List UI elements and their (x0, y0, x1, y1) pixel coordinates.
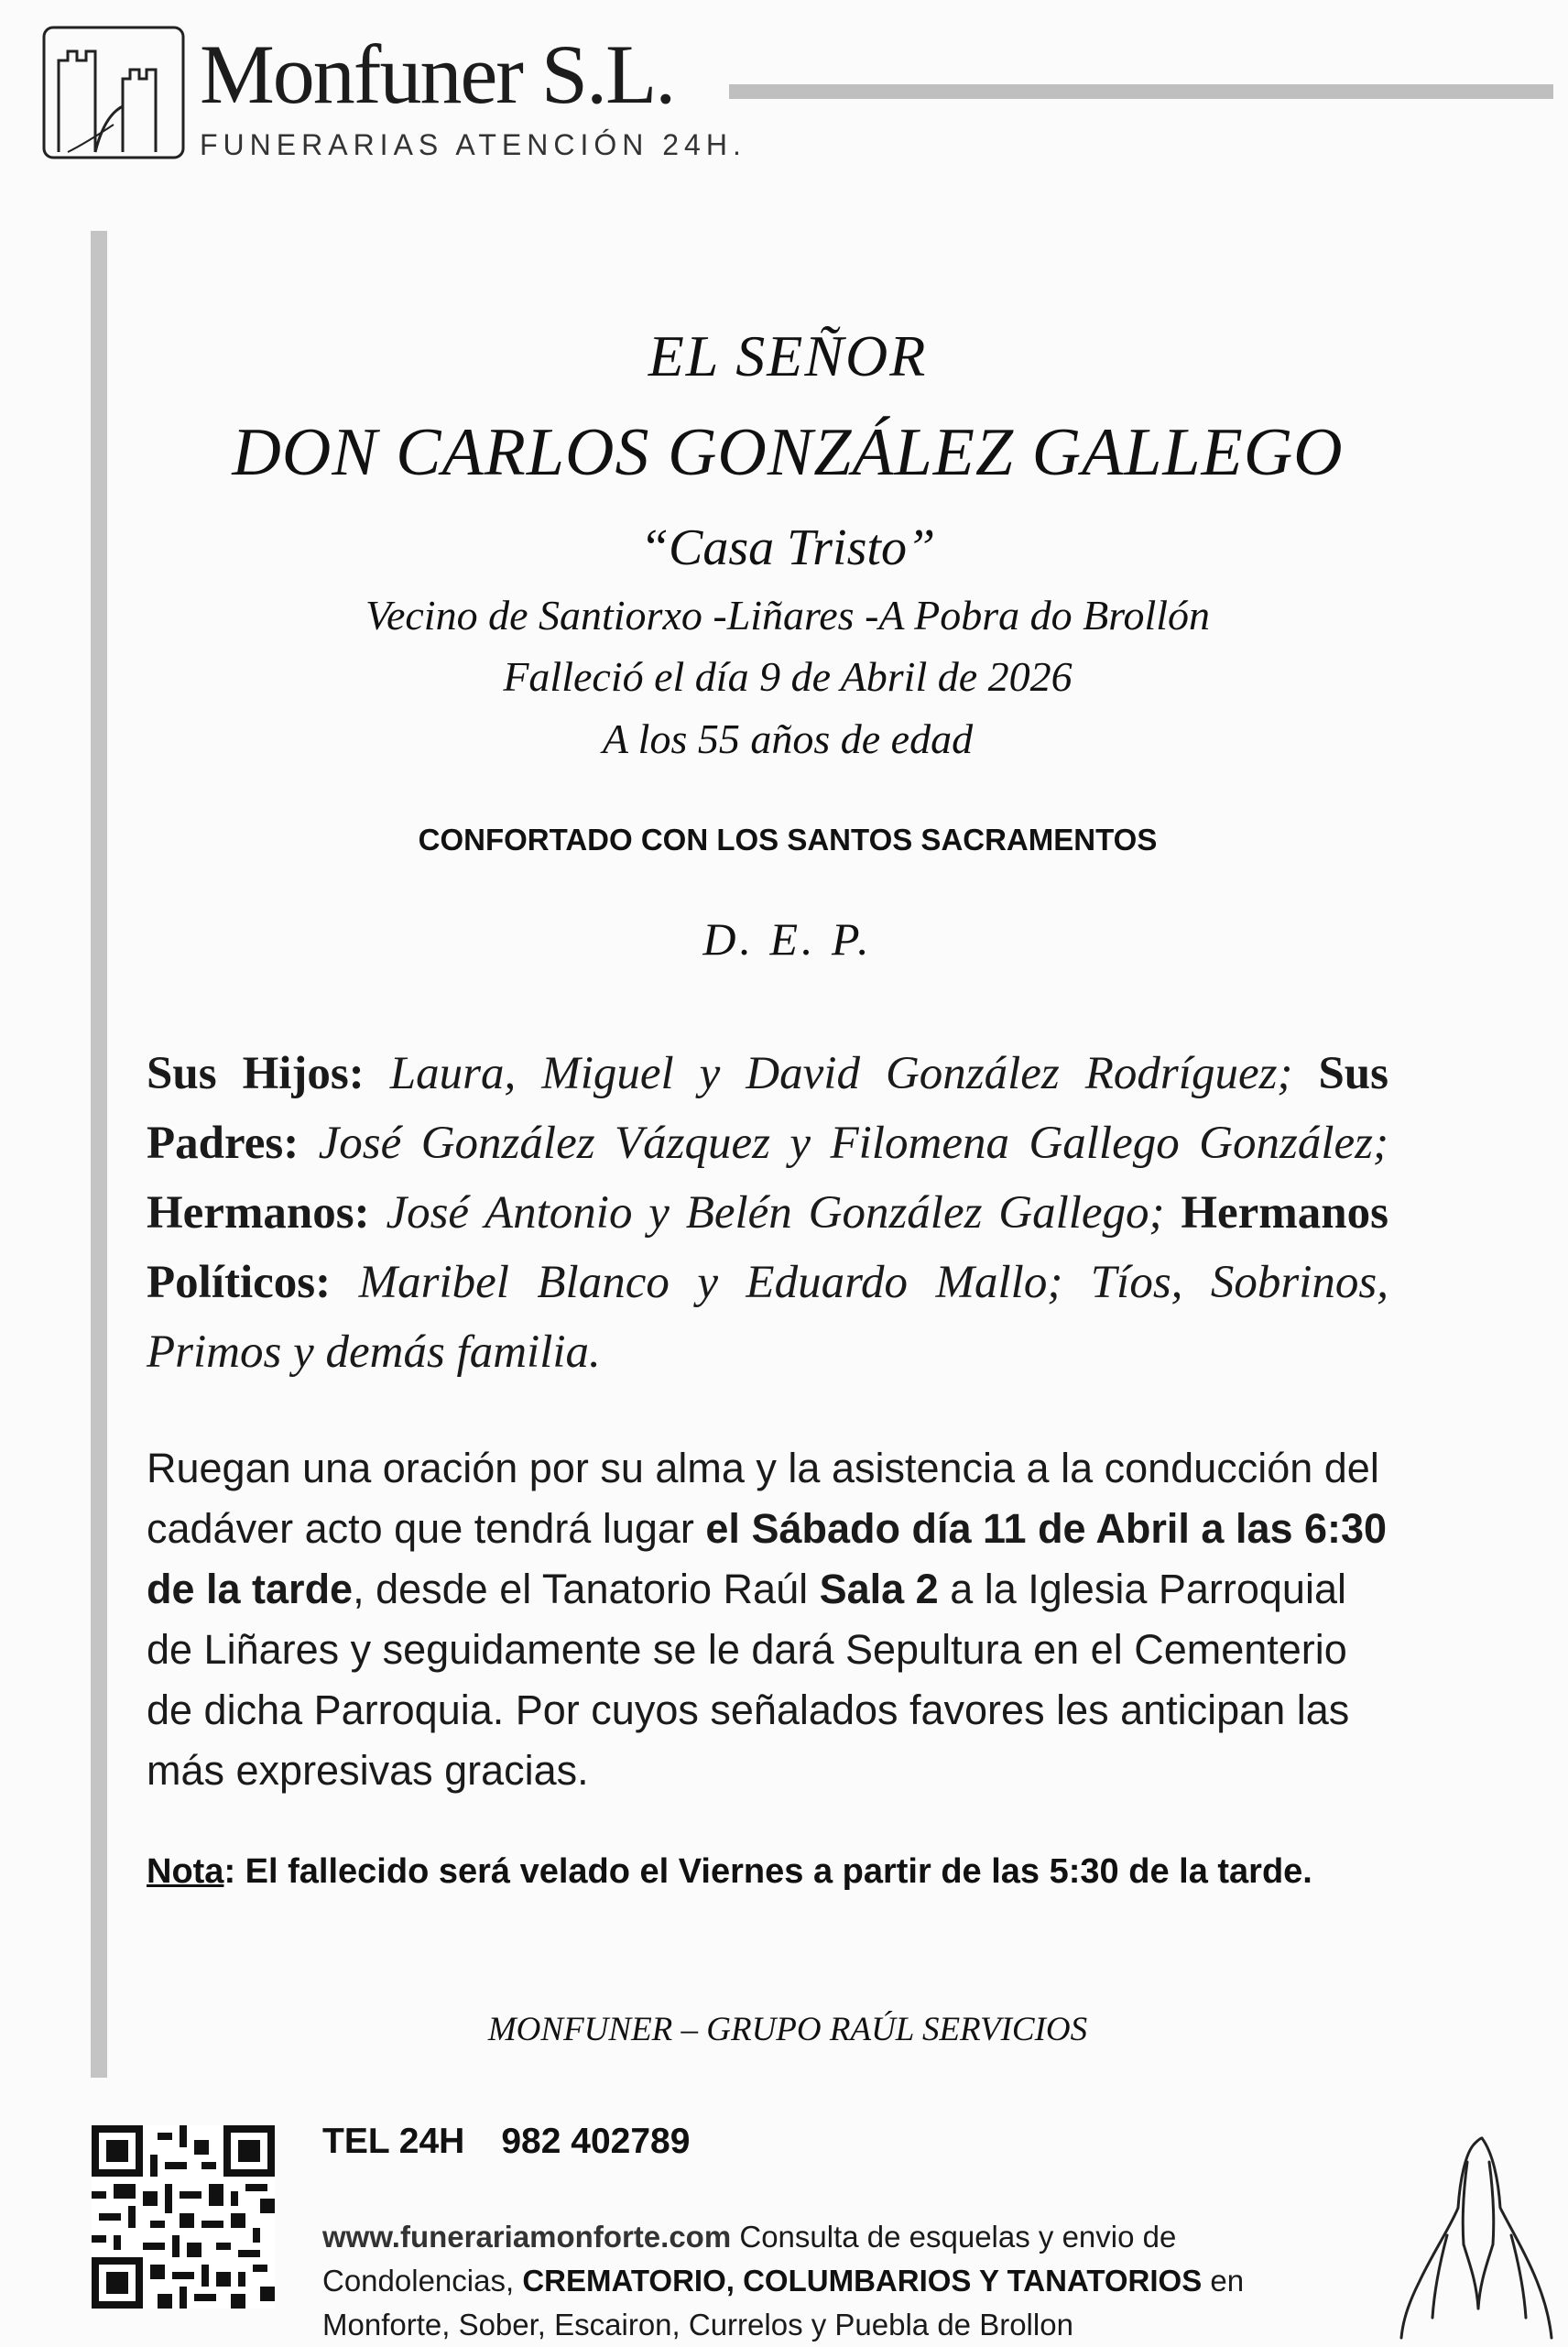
in-laws-names: Maribel Blanco y Eduardo Mallo; Tíos, Sobrinos, Primos y demás familia. (147, 1257, 1389, 1378)
siblings-names: José Antonio y Belén González Gallego; (386, 1187, 1165, 1239)
company-logo-icon (40, 24, 187, 161)
footer-text-2: en Monforte, Sober, Escairon, Currelos y Puebla de Brollon (322, 2264, 1245, 2342)
service-text-2: , desde el Tanatorio Raúl (353, 1566, 820, 1612)
footer-services: CREMATORIO, COLUMBARIOS Y TANATORIOS (522, 2264, 1203, 2298)
nickname: “Casa Tristo” (639, 519, 936, 576)
rip-initials: D. E. P. (702, 913, 873, 965)
parents-label: Sus Padres: (147, 1048, 1389, 1169)
footer-text-1: Consulta de esquelas y envio de Condolencias, (322, 2220, 1177, 2298)
qr-code[interactable] (92, 2125, 275, 2309)
service-room: Sala 2 (819, 1566, 939, 1612)
deceased-name: DON CARLOS GONZÁLEZ GALLEGO (232, 415, 1344, 490)
residence-line: Vecino de Santiorxo -Liñares -A Pobra do Brollón (365, 592, 1211, 639)
service-paragraph (147, 1438, 1388, 1801)
children-names: Laura, Miguel y David González Rodríguez; (389, 1048, 1293, 1099)
children-label: Sus Hijos: (147, 1048, 365, 1099)
title-prefix: EL SEÑOR (648, 323, 928, 388)
sacraments-line: CONFORTADO CON LOS SANTOS SACRAMENTOS (418, 823, 1158, 857)
service-text-1: Ruegan una oración por su alma y la asistencia a la conducción del cadáver acto que tendrá lugar (147, 1445, 1379, 1552)
signature-line: MONFUNER – GRUPO RAÚL SERVICIOS (487, 2011, 1088, 2048)
phone-line (322, 2122, 690, 2162)
phone-number[interactable]: 982 402789 (501, 2122, 691, 2161)
parents-names: José González Vázquez y Filomena Gallego González; (318, 1118, 1388, 1169)
service-text-3: a la Iglesia Parroquial de Liñares y seguidamente se le dará Sepultura en el Cementerio de dicha Parroquia. Por cuyos señalados favores les anticipan las más expresivas gracias. (147, 1566, 1350, 1794)
note-label: Nota (147, 1852, 224, 1891)
phone-label: TEL 24H (322, 2122, 465, 2161)
service-datetime: el Sábado día 11 de Abril a las 6:30 de la tarde (147, 1505, 1388, 1612)
header-divider (729, 84, 1553, 99)
siblings-label: Hermanos: (147, 1187, 370, 1239)
note-line (147, 1852, 1447, 1892)
in-laws-label: Hermanos Políticos: (147, 1187, 1388, 1308)
left-margin-rule (91, 231, 107, 2078)
brand-name: Monfuner S.L. (200, 27, 675, 121)
note-text: : El fallecido será velado el Viernes a partir de las 5:30 de la tarde. (223, 1852, 1312, 1891)
family-paragraph (147, 1039, 1388, 1387)
death-date-line: Falleció el día 9 de Abril de 2026 (503, 653, 1073, 700)
website-link[interactable]: www.funerariamonforte.com (322, 2220, 732, 2254)
age-line: A los 55 años de edad (602, 715, 974, 762)
praying-hands-icon (1387, 2125, 1561, 2342)
footer-text (322, 2215, 1376, 2347)
brand-tagline: FUNERARIAS ATENCIÓN 24H. (200, 128, 746, 161)
